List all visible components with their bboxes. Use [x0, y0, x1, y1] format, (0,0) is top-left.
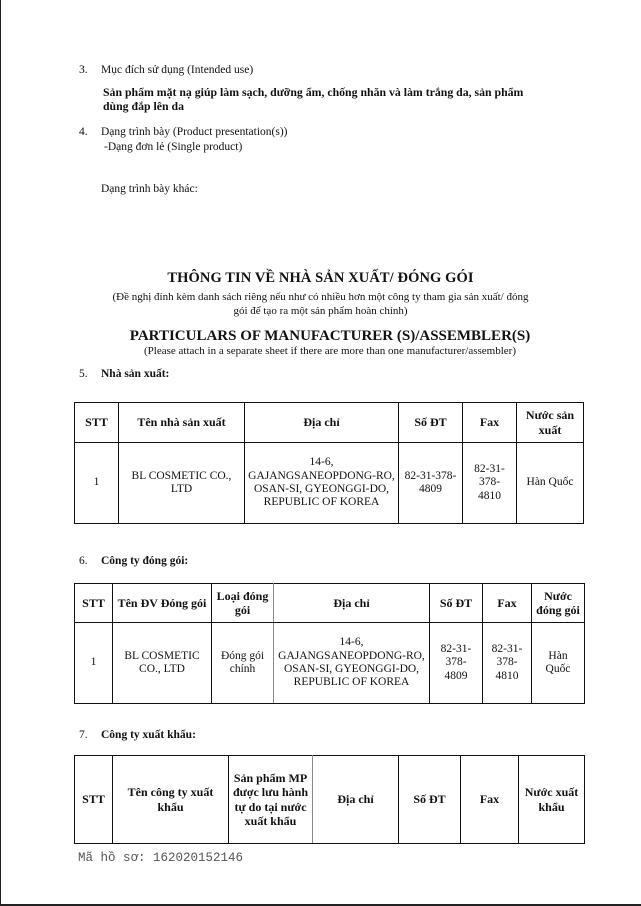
section-7-number: 7. — [79, 729, 88, 741]
file-code: Mã hồ sơ: 162020152146 — [78, 851, 244, 865]
section-4-number: 4. — [79, 126, 88, 138]
section-3-label: Mục đích sử dụng (Intended use) — [101, 64, 254, 76]
col-header-address: Địa chỉ — [313, 756, 399, 844]
manufacturer-note-vi-line-1: (Đề nghị đính kèm danh sách riêng nếu như có nhiều hơn một công ty tham gia sản xuất/ đóng — [112, 291, 529, 303]
section-6-number: 6. — [79, 555, 88, 567]
product-presentation-value: -Dạng đơn lẻ (Single product) — [104, 141, 243, 153]
manufacturer-note-en: (Please attach in a separate sheet if there are more than one manufacturer/assembler) — [144, 345, 516, 357]
section-5-label: Nhà sản xuất: — [101, 368, 170, 380]
col-header-name: Tên nhà sản xuất — [119, 403, 245, 443]
col-header-fax: Fax — [463, 403, 517, 443]
col-header-stt: STT — [75, 403, 119, 443]
table-row — [75, 443, 584, 524]
col-header-country: Nước đóng gói — [532, 584, 585, 623]
col-header-type: Loại đóng gói — [212, 584, 274, 623]
section-5-number: 5. — [79, 368, 88, 380]
cell-phone: 82-31-378-4809 — [430, 623, 483, 704]
cell-fax: 82-31-378-4810 — [483, 623, 532, 704]
intended-use-line-2: dùng đắp lên da — [103, 99, 184, 113]
cell-address: 14-6, GAJANGSANEOPDONG-RO, OSAN-SI, GYEONGGI-DO, REPUBLIC OF KOREA — [274, 623, 430, 704]
col-header-fax: Fax — [483, 584, 532, 623]
col-header-free-sale: Sản phẩm MP được lưu hành tự do tại nước xuất khẩu — [229, 756, 313, 844]
col-header-fax: Fax — [461, 756, 519, 844]
exporter-table — [74, 755, 585, 844]
intended-use-line-1: Sản phẩm mặt nạ giúp làm sạch, dưỡng ẩm, chống nhăn và làm trắng da, sản phẩm — [103, 85, 524, 99]
cell-name: BL COSMETIC CO., LTD — [113, 623, 212, 704]
page-border-left — [0, 0, 1, 905]
manufacturer-table — [74, 402, 584, 524]
cell-address: 14-6, GAJANGSANEOPDONG-RO, OSAN-SI, GYEONGGI-DO, REPUBLIC OF KOREA — [245, 443, 399, 524]
section-3-number: 3. — [79, 64, 88, 76]
manufacturer-note-vi-line-2: gói để tạo ra một sản phẩm hoàn chỉnh) — [233, 305, 408, 317]
col-header-phone: Số ĐT — [430, 584, 483, 623]
table-row — [75, 623, 585, 704]
section-6-label: Công ty đóng gói: — [101, 555, 189, 567]
other-presentation-label: Dạng trình bày khác: — [101, 183, 198, 195]
table-header-row — [75, 756, 585, 844]
col-header-name: Tên ĐV Đóng gói — [113, 584, 212, 623]
manufacturer-title-en: PARTICULARS OF MANUFACTURER (S)/ASSEMBLER(S) — [129, 328, 531, 344]
col-header-address: Địa chỉ — [274, 584, 430, 623]
col-header-phone: Số ĐT — [399, 756, 461, 844]
table-header-row — [75, 584, 585, 623]
manufacturer-title-vi: THÔNG TIN VỀ NHÀ SẢN XUẤT/ ĐÓNG GÓI — [167, 270, 474, 286]
col-header-country: Nước sản xuất — [517, 403, 584, 443]
section-7-label: Công ty xuất khẩu: — [101, 729, 196, 741]
cell-stt: 1 — [75, 623, 113, 704]
col-header-address: Địa chỉ — [245, 403, 399, 443]
col-header-phone: Số ĐT — [399, 403, 463, 443]
cell-phone: 82-31-378-4809 — [399, 443, 463, 524]
packager-table — [74, 583, 585, 704]
cell-country: Hàn Quốc — [517, 443, 584, 524]
col-header-stt: STT — [75, 584, 113, 623]
cell-stt: 1 — [75, 443, 119, 524]
cell-fax: 82-31-378-4810 — [463, 443, 517, 524]
cell-type: Đóng gói chính — [212, 623, 274, 704]
col-header-name: Tên công ty xuất khẩu — [113, 756, 229, 844]
col-header-stt: STT — [75, 756, 113, 844]
section-4-label: Dạng trình bày (Product presentation(s)) — [101, 126, 288, 138]
cell-name: BL COSMETIC CO., LTD — [119, 443, 245, 524]
table-header-row — [75, 403, 584, 443]
cell-country: Hàn Quốc — [532, 623, 585, 704]
col-header-country: Nước xuất khẩu — [519, 756, 585, 844]
